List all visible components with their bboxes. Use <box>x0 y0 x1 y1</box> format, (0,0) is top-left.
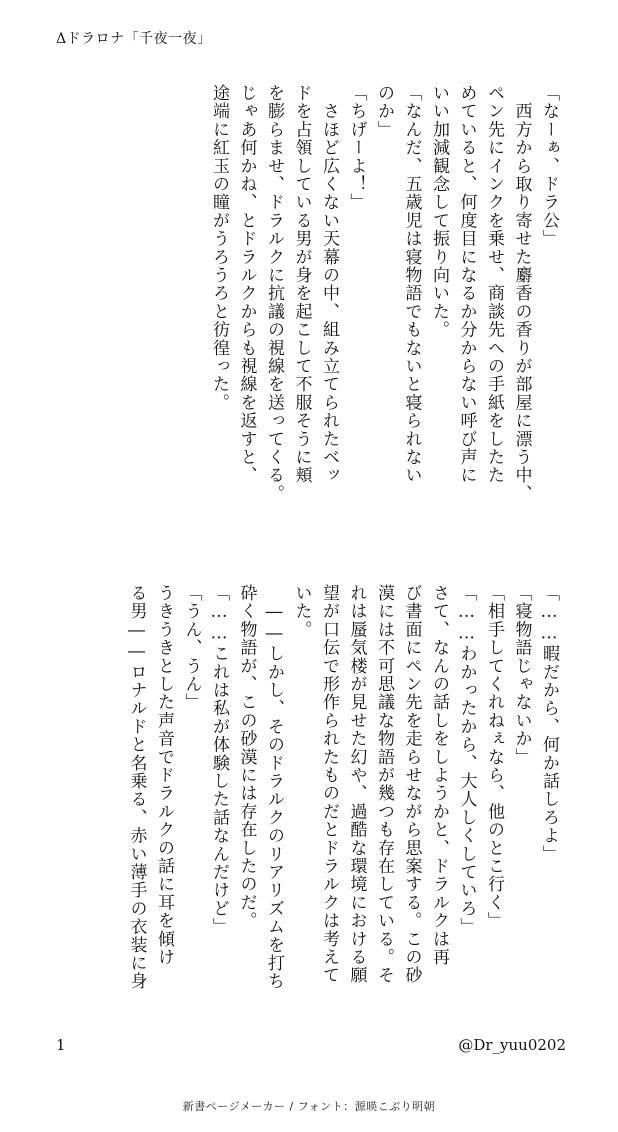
text-line: 「ちげーよ！」 <box>346 84 367 212</box>
text-line: 「……わかったから、大人しくしていろ」 <box>456 584 477 936</box>
text-line: 「うん、うん」 <box>181 584 202 712</box>
text-line: さほど広くない天幕の中、組み立てられたベッ <box>319 84 339 485</box>
text-line: 「……暇だから、何か話しろよ」 <box>539 584 559 863</box>
text-line: さて、なんの話しをしようかと、ドラルクは再 <box>429 584 449 967</box>
text-line: じゃあ何かね、とドラルクからも視線を返すと、 <box>236 84 257 485</box>
text-line: ――しかし、そのドラルクのリアリズムを打ち <box>264 584 284 991</box>
text-line: 西方から取り寄せた麝香の香りが部屋に漂う中、 <box>511 84 532 503</box>
text-line: 「相手してくれねぇなら、他のとこ行く」 <box>484 584 504 930</box>
text-line: 「なーぁ、ドラ公」 <box>539 84 559 248</box>
text-line: び書面にペン先を走らせながら思案する。この砂 <box>401 584 422 985</box>
author-handle: @Dr_yuu0202 <box>458 1036 566 1054</box>
text-line: を膨らませ、ドラルクに抗議の視線を送ってくる。 <box>264 84 284 503</box>
text-line: ドを占領している男が身を起こして不服そうに頬 <box>291 84 312 485</box>
tool-credit: 新書ページメーカー / フォント：源暎こぶり明朝 <box>182 1100 436 1113</box>
text-line: 望が口伝で形作られたものだとドラルクは考えて <box>319 584 339 985</box>
text-line: 砕く物語が、この砂漠には存在したのだ。 <box>236 584 257 930</box>
text-line: いい加減観念して振り向いた。 <box>429 84 449 339</box>
text-block-bottom <box>56 584 562 1004</box>
page-title: Δドラロナ「千夜一夜」 <box>56 31 212 47</box>
text-line: 漠には不可思議な物語が幾つも存在している。そ <box>374 584 394 985</box>
text-line: る男――ロナルドと名乗る、赤い薄手の衣装に身 <box>126 584 147 991</box>
text-line: ペン先にインクを乗せ、商談先への手紙をしたた <box>484 84 504 485</box>
text-line: れは蜃気楼が見せた幻や、過酷な環境における願 <box>346 584 367 985</box>
text-line: いた。 <box>291 584 312 639</box>
text-line: 「……これは私が体験した話なんだけど」 <box>209 584 229 936</box>
text-line: めていると、何度目になるか分からない呼び声に <box>456 84 477 485</box>
text-block-top <box>56 84 562 503</box>
text-line: 「寝物語じゃないか」 <box>511 584 532 766</box>
text-line: 途端に紅玉の瞳がうろうろと彷徨った。 <box>209 84 229 412</box>
text-line: うきうきとした声音でドラルクの話に耳を傾け <box>154 584 174 967</box>
text-line: 「なんだ、五歳児は寝物語でもないと寝られない <box>401 84 422 485</box>
text-line: のか」 <box>374 84 394 139</box>
page-number: 1 <box>56 1036 66 1054</box>
